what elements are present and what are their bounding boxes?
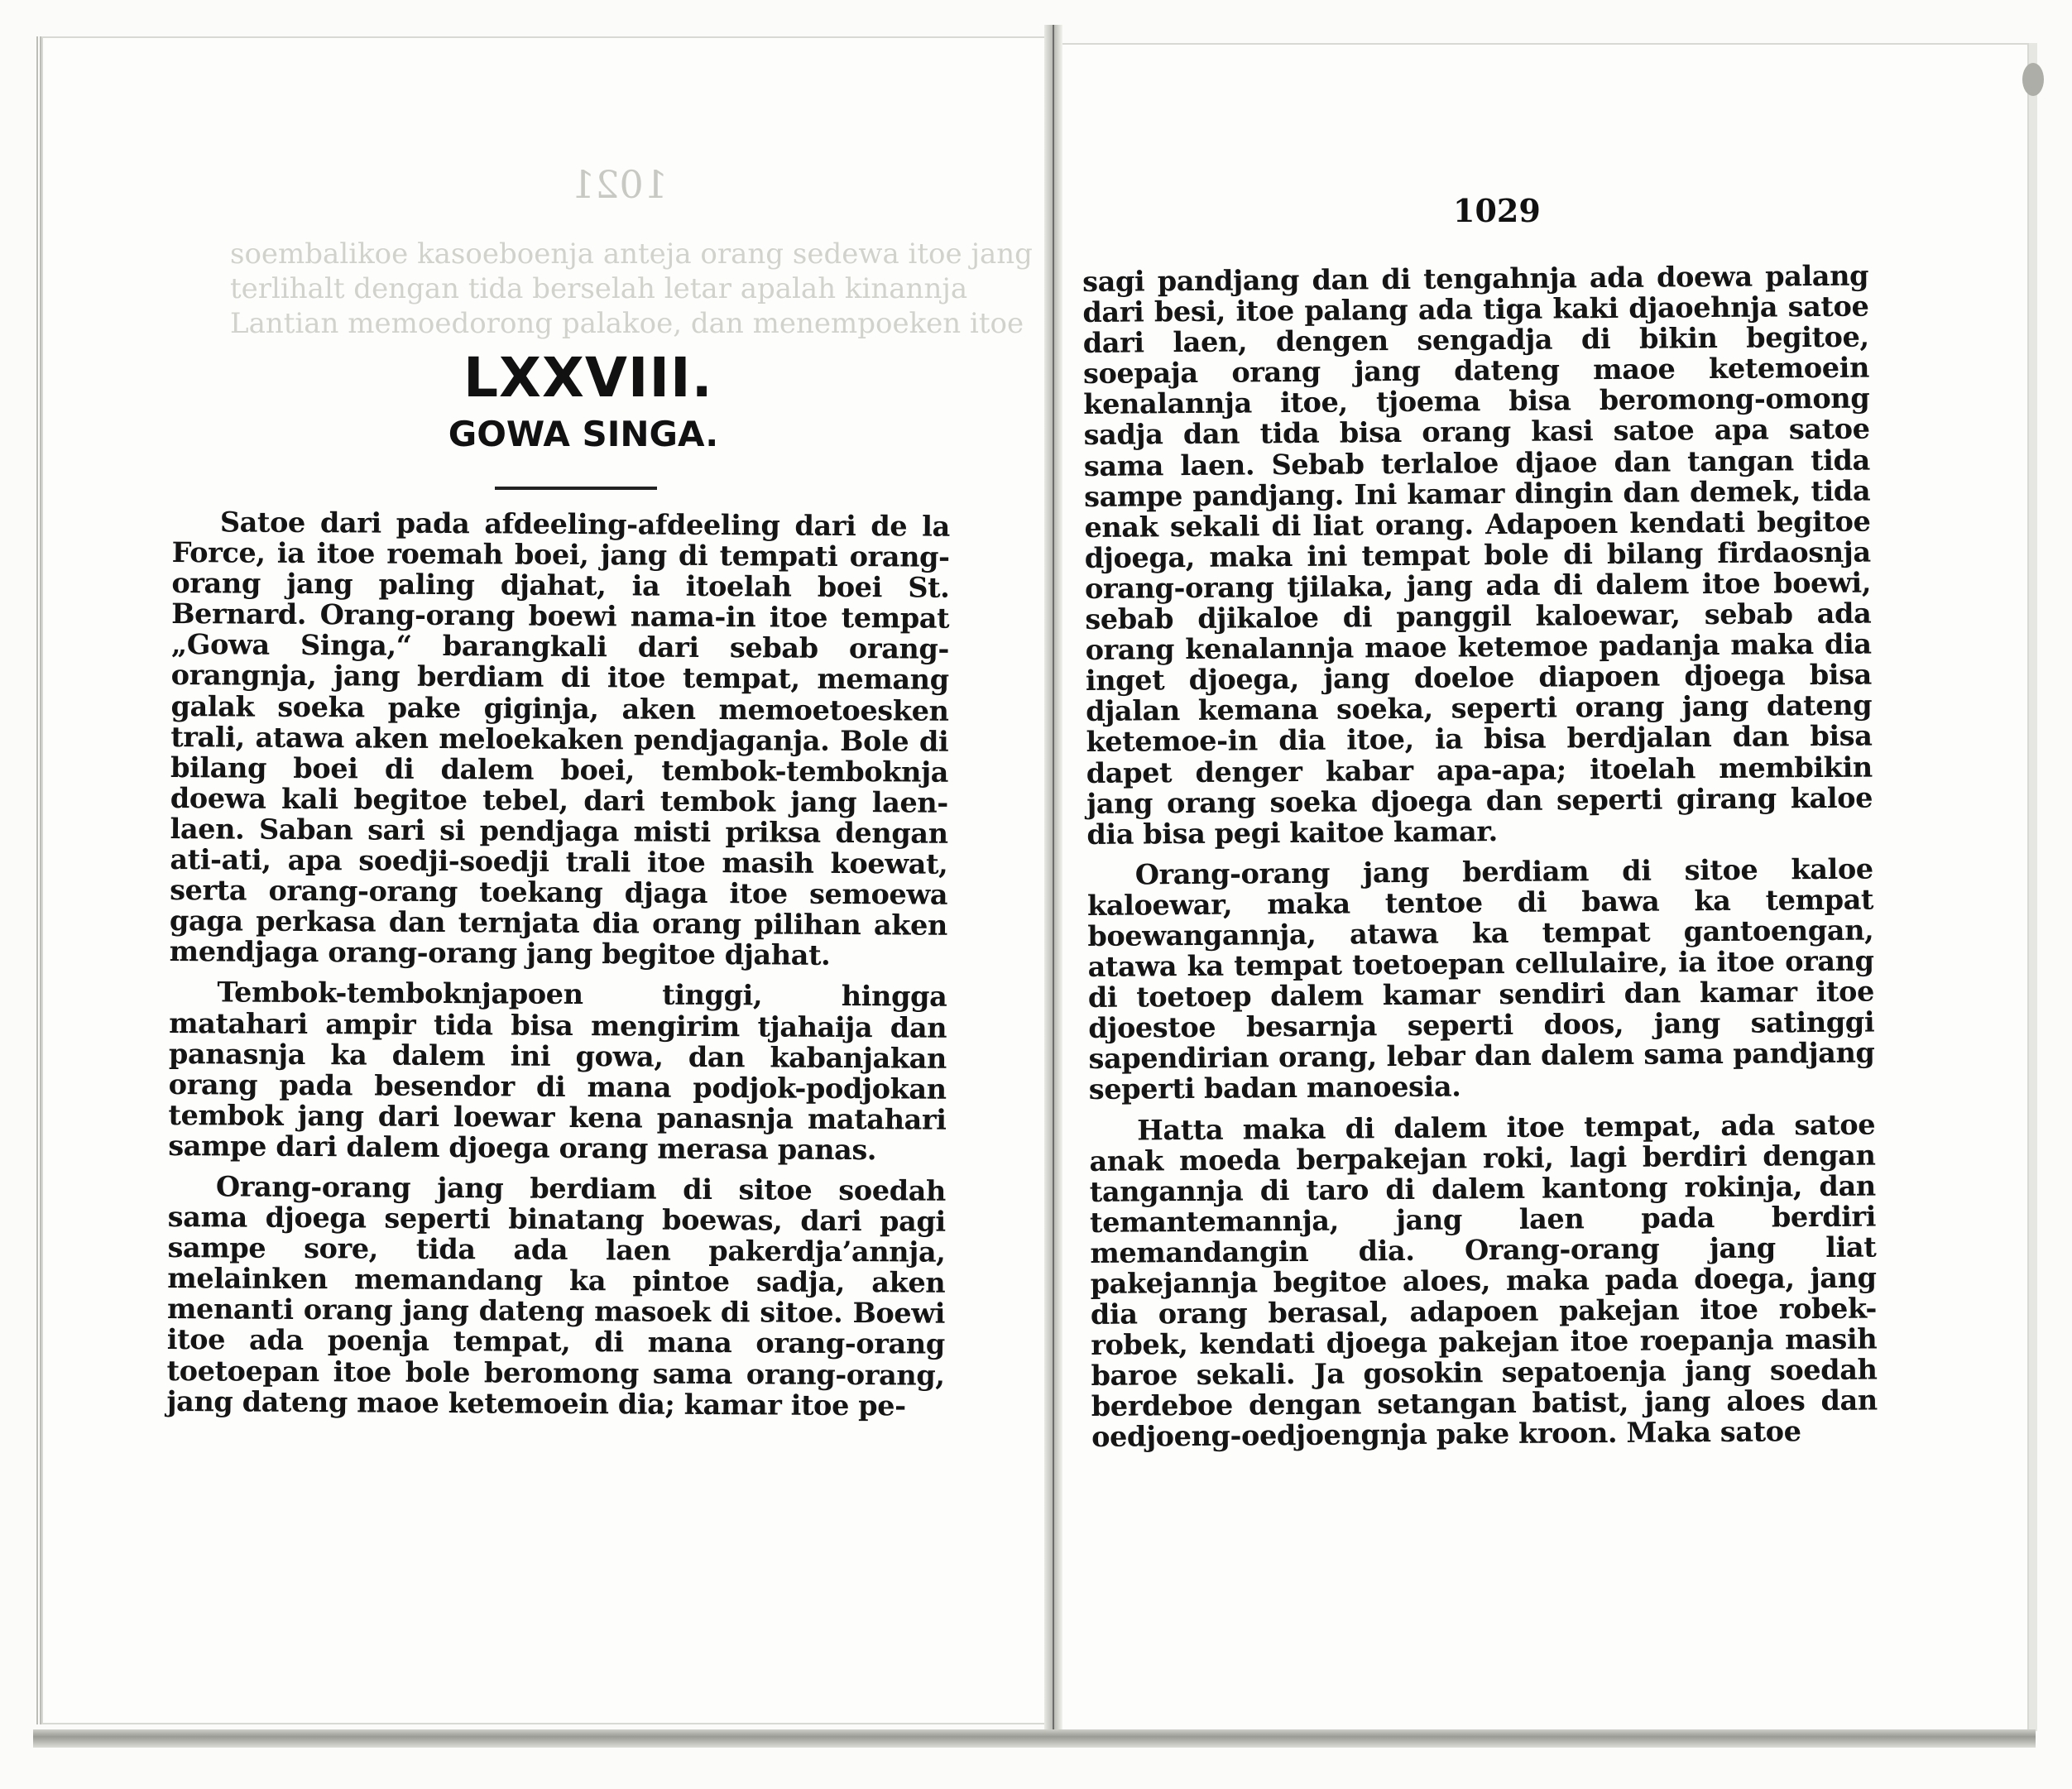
bleed-through-line: soembalikoe kasoeboenja anteja orang sedewa itoe jang: [230, 237, 1033, 271]
book-spine: [1044, 25, 1062, 1746]
paragraph: sagi pandjang dan di tengahnja ada doewa palang dari besi, itoe palang ada tiga kaki djaoehnja satoe dari laen, dengen sengadja di bikin begitoe, soepaja orang jang dateng maoe ketemoein kenalannja itoe, tjoema bisa beromong-omong sadja dan tida bisa orang kasi satoe apa satoe sama laen. Sebab terlaloe djaoe dan tangan tida sampe pandjang. Ini kamar dingin dan demek, tida enak sekali di liat orang. Adapoen kendati begitoe djoega, maka ini tempat bole di bilang firdaosnja orang-orang tjilaka, jang ada di dalem itoe boewi, sebab djikaloe di panggil kaloewar, sebab ada orang kenalannja maoe ketemoe padanja maka dia inget djoega, jang doeloe diapoen djoega bisa djalan kemana soeka, seperti orang jang dateng ketemoe-in dia itoe, ia bisa berdjalan dan bisa dapet denger kabar apa-apa; itoelah membikin jang orang soeka djoega dan seperti girang kaloe dia bisa pegi kaitoe kamar.: [1082, 259, 1873, 851]
left-ghost-page-number: 1021: [571, 162, 669, 207]
chapter-numeral: LXXVIII.: [463, 346, 713, 410]
title-rule: [495, 487, 657, 490]
bleed-through-line: terlihalt dengan tida berselah letar apalah kinannja: [230, 272, 968, 305]
binding-hole-icon: [2022, 63, 2044, 96]
bleed-through-line: Lantian memoedorong palakoe, dan menempoeken itoe: [230, 307, 1024, 340]
paragraph: Orang-orang jang berdiam di sitoe kaloe kaloewar, maka tentoe di bawa ka tempat boewangannja, atawa ka tempat gantoengan, atawa ka tempat toetoepan cellulaire, ia itoe orang di toetoep dalem kamar sendiri dan kamar itoe djoestoe besarnja seperti doos, jang satinggi sapendirian orang, lebar dan dalem sama pandjang seperti badan manoesia.: [1086, 852, 1875, 1106]
chapter-title: GOWA SINGA.: [448, 414, 719, 454]
paragraph: Orang-orang jang berdiam di sitoe soedah sama djoega seperti binatang boewas, dari pagi sampe sore, tida ada laen pakerdja’annja, melainken memandang ka pintoe sadja, aken menanti orang jang dateng masoek di sitoe. Boewi itoe ada poenja tempat, di mana orang-orang toetoepan itoe bole beromong sama orang-orang, jang dateng maoe ketemoein dia; kamar itoe pe-: [166, 1170, 947, 1422]
page-edge-bottom: [33, 1729, 2036, 1748]
paragraph: Satoe dari pada afdeeling-afdeeling dari de la Force, ia itoe roemah boei, jang di tempati orang-orang jang paling djahat, ia itoelah boei St. Bernard. Orang-orang boewi nama-in itoe tempat „Gowa Singa,“ barangkali dari sebab orang-orangnja, jang berdiam di itoe tempat, memang galak soeka pake giginja, aken memoetoesken trali, atawa aken meloekaken pendjaganja. Bole di bilang boei di dalem boei, tembok-temboknja doewa kali begitoe tebel, dari tembok jang laen-laen. Saban sari si pendjaga misti priksa dengan ati-ati, apa soedji-soedji trali itoe masih koewat, serta orang-orang toekang djaga itoe semoewa gaga perkasa dan ternjata dia orang pilihan aken mendjaga orang-orang jang begitoe djahat.: [169, 506, 950, 972]
left-text-column: [166, 506, 950, 1431]
paragraph: Hatta maka di dalem itoe tempat, ada satoe anak moeda berpakejan roki, lagi berdiri dengan tangannja di taro di dalem kantong rokinja, dan temantemannja, jang laen pada berdiri memandangin dia. Orang-orang jang liat pakejannja begitoe aloes, maka pada doega, jang dia orang berasal, adapoen pakejan itoe robek-robek, kendati djoega pakejan itoe roepanja masih baroe sekali. Ja gosokin sepatoenja jang soedah berdeboe dengan setangan batist, jang aloes dan oedjoeng-oedjoengnja pake kroon. Maka satoe: [1089, 1108, 1878, 1454]
paragraph: Tembok-temboknjapoen tinggi, hingga matahari ampir tida bisa mengirim tjahaija dan panasnja ka dalem ini gowa, dan kabanjakan orang pada besendor di mana podjok-podjokan tembok jang dari loewar kena panasnja matahari sampe dari dalem djoega orang merasa panas.: [168, 976, 947, 1167]
page-number: 1029: [1453, 192, 1541, 229]
right-text-column: [1082, 261, 1878, 1463]
